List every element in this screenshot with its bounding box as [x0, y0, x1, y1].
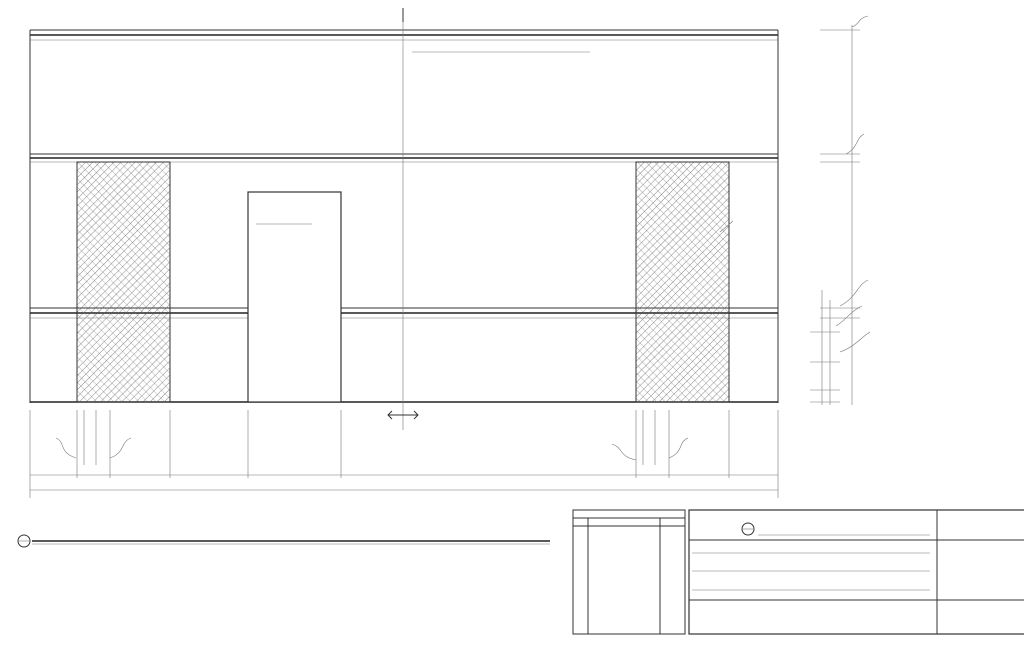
dimensions-right — [810, 16, 870, 405]
view-label — [18, 535, 550, 547]
refrigerator-opening — [248, 192, 341, 402]
title-block — [689, 510, 1024, 634]
dimensions-bottom — [30, 410, 778, 498]
glass-block-column-left — [77, 162, 170, 402]
glass-block-column-right — [636, 162, 729, 402]
wall-schedule-table — [573, 510, 685, 634]
